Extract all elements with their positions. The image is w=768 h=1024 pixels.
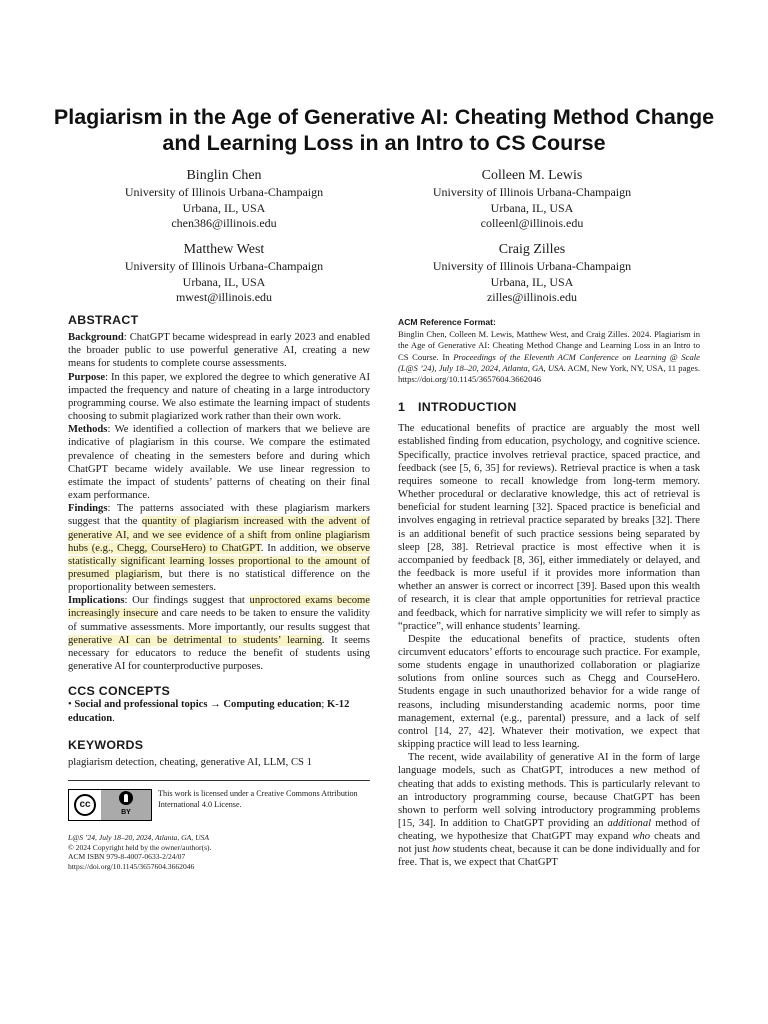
intro-emphasis: additional <box>607 818 652 830</box>
cc-circle-icon: cc <box>74 794 96 816</box>
author-email: mwest@illinois.edu <box>175 290 273 304</box>
intro-text: cheats and not just <box>398 831 700 856</box>
abstract-methods <box>68 423 370 502</box>
abstract-purpose <box>68 371 370 424</box>
footer-venue: L@S ’24, July 18–20, 2024, Atlanta, GA, USA <box>68 833 209 842</box>
findings-highlight: quantity of plagiarism increased with the advent of generative AI, and we see evidence of a shift from online plagiarism hubs (e.g., Chegg, CourseHero) to ChatGPT <box>68 516 370 554</box>
implications-text: : Our findings suggest that <box>124 595 250 607</box>
abstract-heading: ABSTRACT <box>68 313 139 327</box>
author-location: Urbana, IL, USA <box>490 200 574 215</box>
left-column <box>68 314 370 871</box>
by-label: BY <box>121 808 131 816</box>
author-email: zilles@illinois.edu <box>486 290 578 304</box>
author-affiliation: University of Illinois Urbana-Champaign <box>124 259 324 273</box>
purpose-text: : In this paper, we explored the degree to which generative AI impacted the frequency and nature of cheating in a large introductory programming course. We also estimate the learning impact of students choosing to submit plagiarized work rather than their own work. <box>68 371 370 423</box>
findings-label: Findings <box>68 503 108 515</box>
author-location: Urbana, IL, USA <box>182 274 266 289</box>
cc-logo <box>69 790 101 820</box>
implications-label: Implications <box>68 595 125 607</box>
background-text: : ChatGPT became widespread in early 2023 and enabled the broader public to use powerful generative AI, creating a new means for students to complete course assessments. <box>68 332 370 370</box>
author-name: Matthew West <box>183 242 265 257</box>
author-name: Craig Zilles <box>498 242 566 257</box>
author-location: Urbana, IL, USA <box>182 200 266 215</box>
intro-paragraph: The educational benefits of practice are arguably the most well established finding from education, psychology, and cognitive science. Specifically, practice involves retrieval practice, spaced practice, and feedback (see [5, 6, 35] for reviews). Retrieval practice is when a task requires someone to recall knowledge from long-term memory. Whether procedural or declarative knowledge, this act of retrieval is beneficial for student learning [32]. Spaced practice is beneficial and involves engaging in retrieval practice separated by breaks [32]. There is an additional benefit of such practice sessions being separated by sleep [28, 38]. Retrieval practice is most effective when it is accompanied by feedback [8, 36], either immediately or delayed, and the feedback is more useful if it provides more information than whether an answer is correct or incorrect [39]. Based upon this wealth of research, it is clear that ample opportunities for retrieval practice and feedback, which for narrative simplicity we will refer to simply as “practice”, will enhance students’ learning. <box>398 423 700 632</box>
footer-doi: https://doi.org/10.1145/3657604.3662046 <box>68 861 195 871</box>
intro-emphasis: how <box>432 844 450 856</box>
implications-text: . It seems necessary for educators to reduce the benefit of students using generative AI for counterproductive purposes. <box>68 634 370 673</box>
author-block <box>382 167 682 232</box>
purpose-label: Purpose <box>68 371 106 383</box>
publication-footer <box>68 833 370 871</box>
findings-text: , but there is no statistical difference on the proportionality between semesters. <box>68 568 370 594</box>
intro-text: students cheat, because it can be done individually and for free. That is, we expect that ChatGPT <box>398 844 700 869</box>
ccs-end: . <box>112 712 115 724</box>
author-location: Urbana, IL, USA <box>490 274 574 289</box>
paper-title: Plagiarism in the Age of Generative AI: Cheating Method Change and Learning Loss in an Intro to CS Course <box>53 105 715 155</box>
author-email: chen386@illinois.edu <box>171 216 277 230</box>
ccs-concept: Social and professional topics <box>74 699 208 711</box>
ccs-concept: K-12 education <box>68 699 350 724</box>
implications-text: and care needs to be taken to ensure the validity of summative assessments. More importantly, our results suggest that <box>68 608 370 633</box>
author-email: colleenl@illinois.edu <box>480 216 584 230</box>
author-block <box>74 241 374 306</box>
right-column <box>398 316 700 870</box>
abstract-background <box>68 331 370 370</box>
intro-text: The recent, wide availability of generative AI in the form of large language models, such as ChatGPT, introduces a new method of cheating that adds to existing methods. This is particularly relevant to an introductory programming course, because ChatGPT has been shown to perform well solving introductory programming problems [15, 34]. In addition to ChatGPT providing an <box>398 752 700 830</box>
acm-reference-text <box>398 329 700 385</box>
person-icon <box>119 791 133 805</box>
ccs-concept: Computing education <box>223 699 322 711</box>
author-affiliation: University of Illinois Urbana-Champaign <box>124 185 324 199</box>
footer-isbn: ACM ISBN 979-8-4007-0633-2/24/07 <box>68 852 186 862</box>
author-affiliation: University of Illinois Urbana-Champaign <box>432 259 632 273</box>
license-text: This work is licensed under a Creative Commons Attribution International 4.0 License. <box>158 789 358 809</box>
intro-paragraph <box>398 751 700 869</box>
findings-highlight: we observe statistically significant learning losses proportional to the amount of presumed plagiarism <box>68 542 370 580</box>
acm-ref-proceedings: Proceedings of the Eleventh ACM Conference on Learning @ Scale (L@S ’24), July 18–20, 2024, Atlanta, GA, USA. <box>398 351 700 373</box>
ccs-arrow: → <box>207 699 224 711</box>
cc-by-license-icon <box>68 789 152 821</box>
author-affiliation: University of Illinois Urbana-Champaign <box>432 185 632 199</box>
abstract-findings <box>68 502 370 594</box>
abstract-implications <box>68 594 370 673</box>
background-label: Background <box>68 332 124 344</box>
license-block <box>68 789 370 821</box>
findings-text: : The patterns associated with these plagiarism markers suggest that the <box>68 503 370 528</box>
author-block <box>382 241 682 306</box>
author-name: Colleen M. Lewis <box>481 168 583 183</box>
intro-text: method of cheating, we hypothesize that ChatGPT may expand <box>398 818 700 843</box>
section-number: 1 <box>398 400 406 415</box>
ccs-concepts <box>68 698 370 724</box>
findings-text: . In addition, <box>260 542 321 554</box>
ccs-heading: CCS CONCEPTS <box>68 684 171 699</box>
implications-highlight: unproctored exams become increasingly insecure <box>68 595 370 620</box>
by-logo <box>101 790 151 820</box>
implications-highlight: generative AI can be detrimental to students’ learning <box>68 634 322 646</box>
methods-label: Methods <box>68 424 108 436</box>
acm-reference-heading: ACM Reference Format: <box>398 317 496 327</box>
author-name: Binglin Chen <box>186 168 262 183</box>
section-heading-introduction <box>398 401 700 414</box>
footnote-divider <box>68 780 370 781</box>
ccs-sep: ; <box>321 699 327 711</box>
acm-ref-authors: Binglin Chen, Colleen M. Lewis, Matthew West, and Craig Zilles. 2024. Plagiarism in the Age of Generative AI: Cheating Method Change and Learning Loss in an Intro to CS Course. In <box>398 329 700 362</box>
intro-paragraph: Despite the educational benefits of practice, students often circumvent educators’ efforts to encourage such practice. For example, some students engage in unauthorized collaboration or plagiarize solutions from online sources such as Chegg and CourseHero. Students engage in such unauthorized behavior for a wide range of reasons, including misunderstanding academic norms, poor time management, external (e.g., parental) pressure, and a lack of self control [14, 27, 42]. Whatever their motivation, we expect that skipping practice will lead to less learning. <box>398 633 700 751</box>
keywords-heading: KEYWORDS <box>68 737 144 752</box>
keywords-text: plagiarism detection, cheating, generative AI, LLM, CS 1 <box>68 756 312 768</box>
ccs-bullet: • <box>68 699 75 711</box>
methods-text: : We identified a collection of markers that we believe are indicative of plagiarism in this course. We compare the estimated prevalence of cheating in the semesters before and during which ChatGPT became widely available. We use linear regression to estimate the impact of students’ patterns of cheating on their final exam performance. <box>68 424 370 502</box>
acm-ref-publisher: ACM, New York, NY, USA, 11 pages. https://doi.org/10.1145/3657604.3662046 <box>398 362 700 384</box>
footer-copyright: © 2024 Copyright held by the owner/author(s). <box>68 842 212 852</box>
section-title: INTRODUCTION <box>418 400 517 415</box>
author-block <box>74 167 374 232</box>
intro-emphasis: who <box>632 831 651 843</box>
